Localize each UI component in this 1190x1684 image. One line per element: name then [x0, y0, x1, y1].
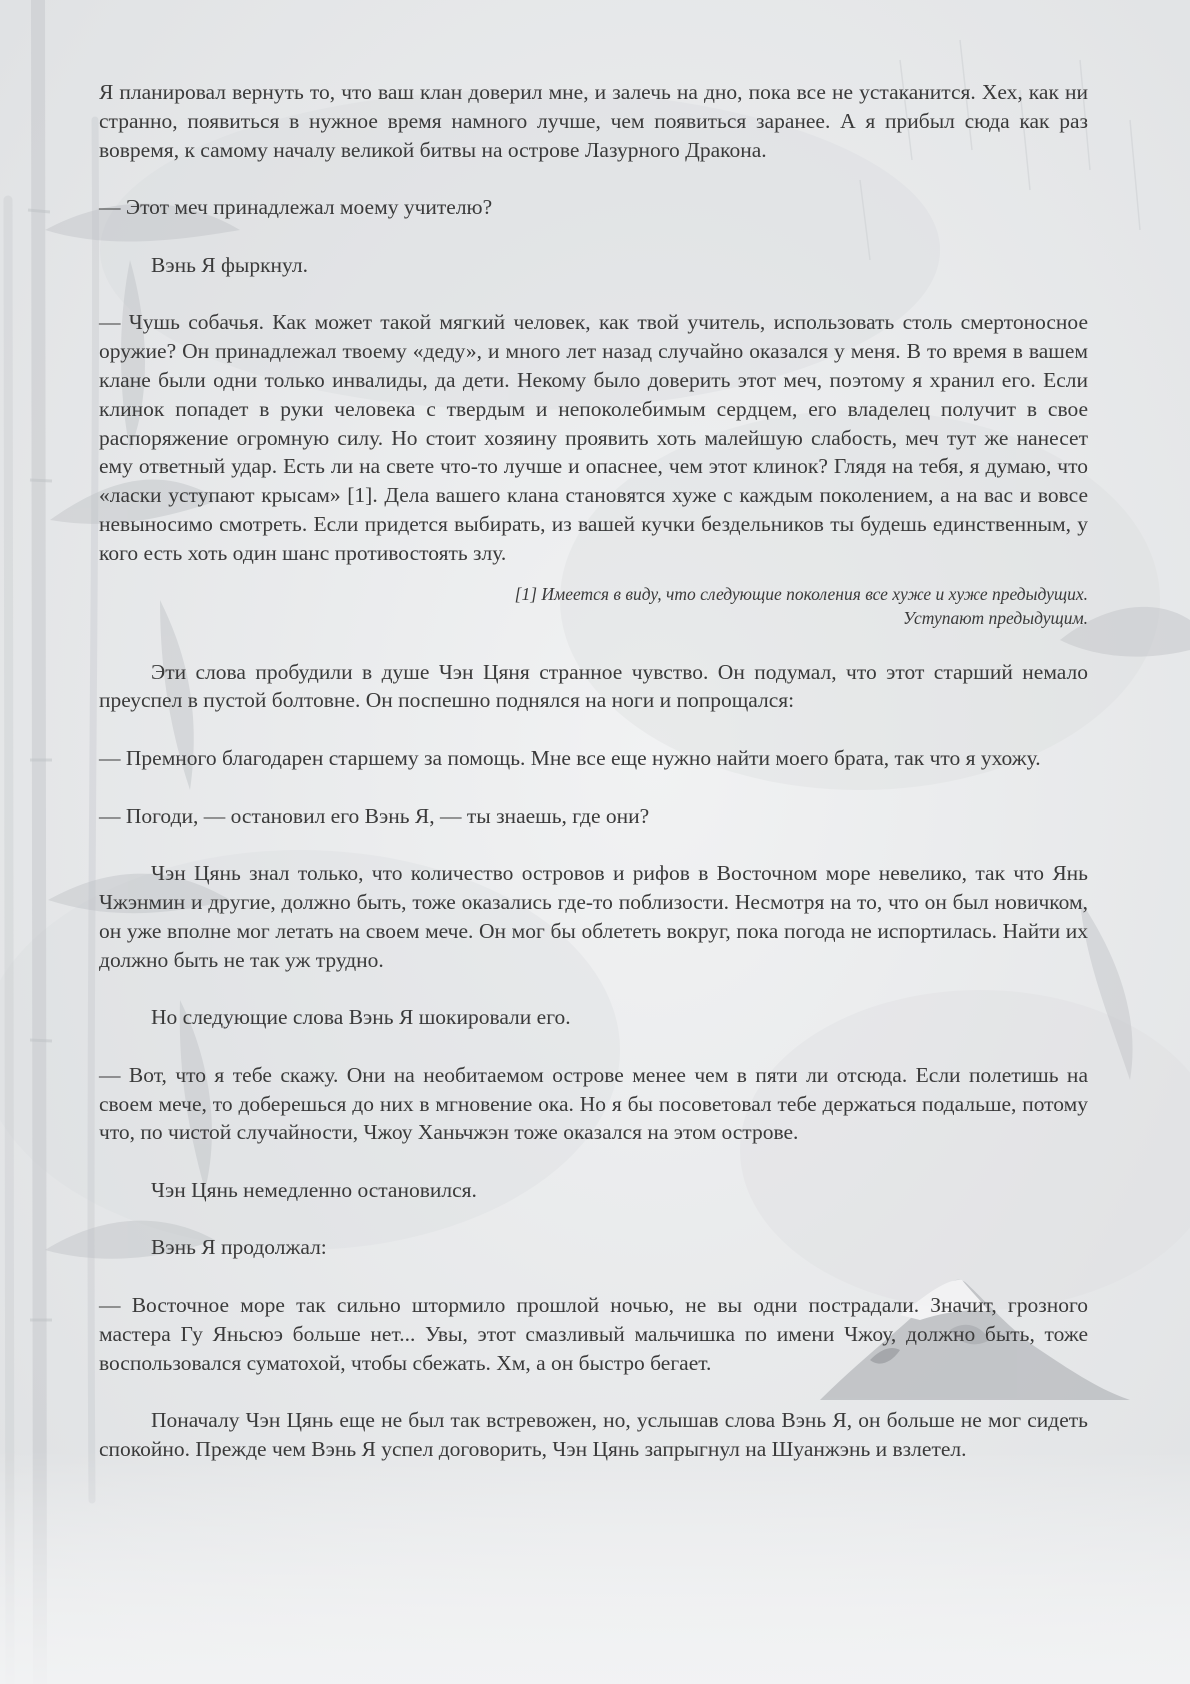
paragraph-7: — Погоди, — остановил его Вэнь Я, — ты знаешь, где они? [99, 803, 650, 828]
footnote-line-2: Уступают предыдущим. [903, 607, 1088, 628]
paragraph-1: Я планировал вернуть то, что ваш клан доверил мне, и залечь на дно, пока все не устаканится. Хех, как ни странно, появиться в нужное время намного лучше, чем появиться заранее. А я прибыл сюда как раз вовремя, к самому началу великой битвы на острове Лазурного Дракона. [99, 80, 1088, 162]
paragraph-2: — Этот меч принадлежал моему учителю? [99, 195, 493, 220]
paragraph-13: — Восточное море так сильно штормило прошлой ночью, не вы одни пострадали. Значит, грозного мастера Гу Яньсюэ больше нет... Увы, этот смазливый мальчишка по имени Чжоу, должно быть, тоже воспользовался суматохой, чтобы сбежать. Хм, а он быстро бегает. [99, 1293, 1088, 1375]
footnote [99, 582, 1088, 630]
paragraph-5: Эти слова пробудили в душе Чэн Цяня странное чувство. Он подумал, что этот старший немало преуспел в пустой болтовне. Он поспешно поднялся на ноги и попрощался: [99, 659, 1088, 713]
paragraph-3: Вэнь Я фыркнул. [151, 252, 308, 277]
paragraph-8: Чэн Цянь знал только, что количество островов и рифов в Восточном море невелико, так что Янь Чжэнмин и другие, должно быть, тоже оказались где-то поблизости. Несмотря на то, что он был новичком, он уже вполне мог летать на своем мече. Он мог бы облететь вокруг, пока погода не испортилась. Найти их должно быть не так уж трудно. [99, 861, 1088, 972]
paragraph-4: — Чушь собачья. Как может такой мягкий человек, как твой учитель, использовать столь смертоносное оружие? Он принадлежал твоему «деду», и много лет назад случайно оказался у меня. В то время в вашем клане были одни только инвалиды, да дети. Некому было доверить этот меч, поэтому я хранил его. Если клинок попадет в руки человека с твердым и непоколебимым сердцем, его владелец получит в свое распоряжение огромную силу. Но стоит хозяину проявить хоть малейшую слабость, меч тут же нанесет ему ответный удар. Есть ли на свете что-то лучше и опаснее, чем этот клинок? Глядя на тебя, я думаю, что «ласки уступают крысам» [1]. Дела вашего клана становятся хуже с каждым поколением, а на вас и вовсе невыносимо смотреть. Если придется выбирать, из вашей кучки бездельников ты будешь единственным, у кого есть хоть один шанс противостоять злу. [99, 310, 1088, 565]
paragraph-12: Вэнь Я продолжал: [151, 1235, 327, 1260]
paragraph-6: — Премного благодарен старшему за помощь. Мне все еще нужно найти моего брата, так что я ухожу. [99, 745, 1041, 770]
paragraph-11: Чэн Цянь немедленно остановился. [151, 1177, 477, 1202]
paragraph-9: Но следующие слова Вэнь Я шокировали его. [151, 1005, 571, 1030]
bamboo-stalk [38, 0, 42, 1684]
footnote-line-1: [1] Имеется в виду, что следующие поколения все хуже и хуже предыдущих. [514, 583, 1088, 604]
paragraph-10: — Вот, что я тебе скажу. Они на необитаемом острове менее чем в пяти ли отсюда. Если полетишь на своем мече, то доберешься до них в мгновение ока. Но я бы посоветовал тебе держаться подальше, потому что, по чистой случайности, Чжоу Ханьчжэн тоже оказался на этом острове. [99, 1062, 1088, 1145]
chapter-text [99, 78, 1088, 1493]
paragraph-14: Поначалу Чэн Цянь еще не был так встревожен, но, услышав слова Вэнь Я, он больше не мог сидеть спокойно. Прежде чем Вэнь Я успел договорить, Чэн Цянь запрыгнул на Шуанжэнь и взлетел. [99, 1408, 1088, 1462]
